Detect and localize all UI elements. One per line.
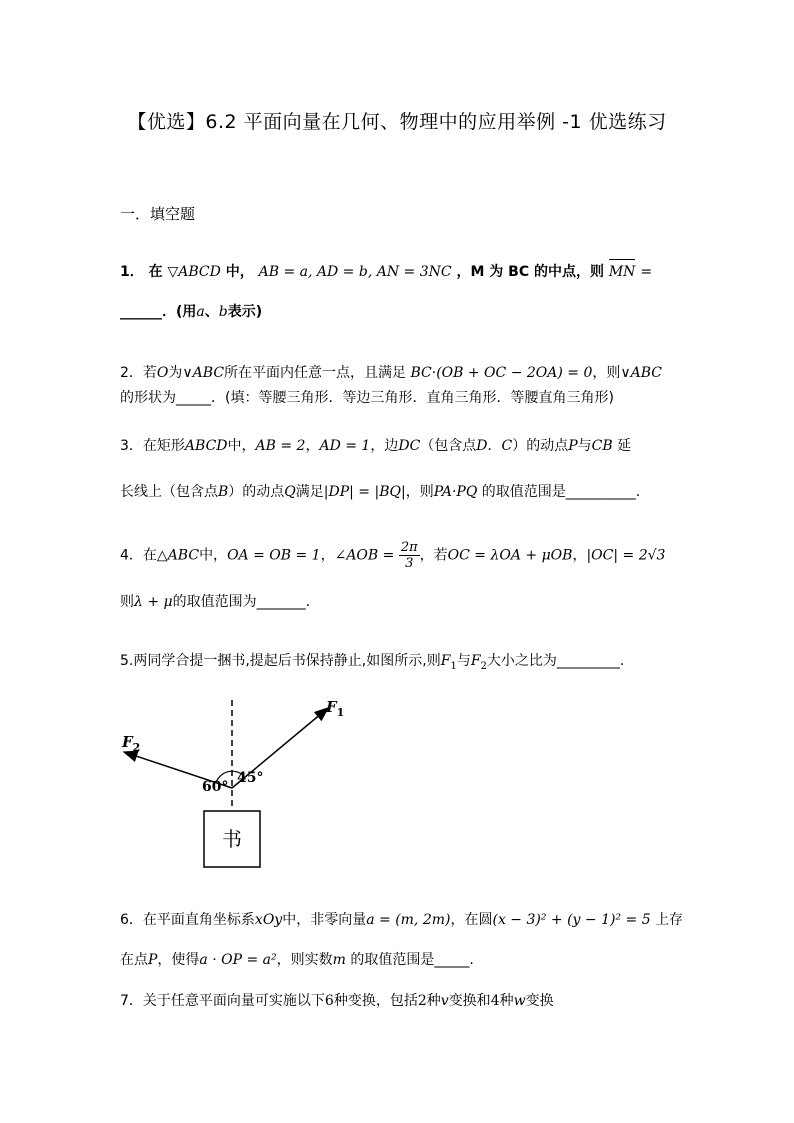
question-2-line-1: 2．若O为∨ABC所在平面内任意一点，且满足 BC·(OB + OC − 2OA) = 0，则∨ABC [120, 365, 662, 381]
answer-blank: ______ [120, 304, 162, 320]
vector-a-definition: a = (m, 2m) [366, 912, 451, 928]
dot-product-condition: a · OP = a² [199, 952, 277, 968]
angle-45-label: 45° [237, 770, 264, 786]
vector-decomposition: OC = λOA + μOB [447, 547, 573, 564]
question-1-line-2: ______．(用a、b表示) [120, 304, 263, 320]
absolute-value-condition: |DP| = |BQ| [323, 484, 406, 500]
question-4-line-2: 则λ + μ的取值范围为_______. [120, 594, 311, 610]
fraction-two-pi-over-three: $\frac{2\pi}{3}$ [400, 540, 418, 571]
vector-mn: MN [608, 264, 636, 280]
question-1-line-1: 1． 在 ▽ABCD 中， AB = a, AD = b, AN = 3NC ，M 为 BC 的中点，则 MN = [120, 264, 653, 280]
question-6-line-2: 在点P，使得a · OP = a²，则实数m 的取值范围是_____. [120, 952, 474, 968]
force-f1-label: $F_1$ [326, 698, 345, 719]
force-diagram [110, 690, 370, 880]
triangle-symbol: ∨ [182, 365, 193, 381]
vector-equation: BC·(OB + OC − 2OA) = 0 [410, 365, 593, 381]
question-4-line-1: 4．在△ABC中，OA = OB = 1，∠AOB = $\frac{2\pi}{3}$ ，若OC = λOA + μOB，|OC| = 2√3 [120, 540, 666, 571]
question-6-line-1: 6．在平面直角坐标系xOy中，非零向量a = (m, 2m)，在圆(x − 3)² + (y − 1)² = 5 上存 [120, 912, 684, 928]
parallelogram-symbol: ▽ABCD [167, 264, 221, 280]
question-2-line-2: 的形状为_____．(填：等腰三角形．等边三角形．直角三角形．等腰直角三角形) [120, 390, 614, 406]
question-number: 1． [120, 264, 144, 280]
document-title: 【优选】6.2 平面向量在几何、物理中的应用举例 -1 优选练习 [127, 111, 667, 133]
angle-60-label: 60° [202, 779, 229, 795]
question-5-text: 5.两同学合提一捆书,提起后书保持静止,如图所示,则$F_1$与$F_2$大小之比为_________. [120, 653, 625, 672]
circle-equation: (x − 3)² + (y − 1)² = 5 [492, 912, 651, 928]
question-3-line-2: 长线上（包含点B）的动点Q满足|DP| = |BQ|，则PA·PQ 的取值范围是__________. [120, 484, 641, 500]
question-7-line-1: 7．关于任意平面向量可实施以下6种变换，包括2种v变换和4种w变换 [120, 993, 554, 1009]
book-label: 书 [222, 827, 242, 851]
vector-conditions: AB = a, AD = b, AN = 3NC [258, 264, 452, 280]
question-3-line-1: 3．在矩形ABCD中，AB = 2，AD = 1，边DC（包含点D．C）的动点P与CB 延 [120, 438, 632, 454]
force-f2-label: $F_2$ [122, 733, 141, 754]
vector-magnitude: |OC| = 2√3 [586, 547, 666, 564]
section-heading: 一．填空题 [120, 205, 196, 223]
dot-product: PA·PQ [433, 484, 478, 500]
